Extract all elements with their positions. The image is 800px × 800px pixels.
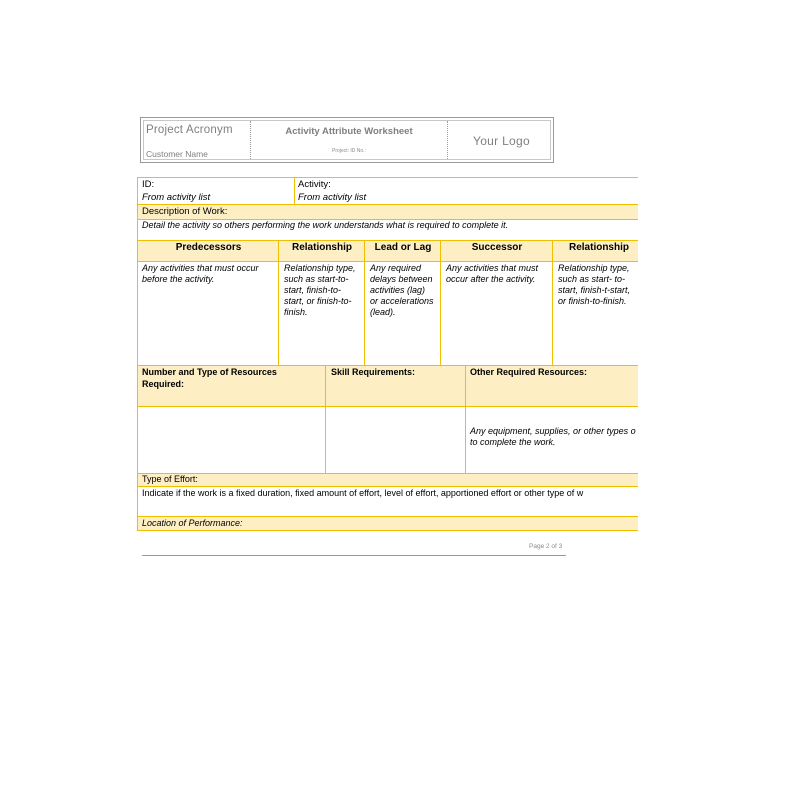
- predecessors-cell: [138, 262, 279, 365]
- description-label: Description of Work:: [142, 206, 228, 217]
- predecessors-header-cell: [138, 241, 279, 261]
- text-line: occur after the activity.: [446, 274, 536, 284]
- text-line: Relationship type,: [558, 263, 630, 273]
- text-line: to complete the work.: [470, 437, 556, 447]
- successor-cell: [441, 262, 553, 365]
- worksheet-table: [137, 177, 638, 533]
- text-line: Any activities that must occur: [142, 263, 259, 273]
- description-label-row: [137, 205, 638, 220]
- lead-lag-text: [370, 263, 434, 318]
- dependency-header-row: [137, 241, 638, 262]
- text-line: Any required: [370, 263, 422, 273]
- document-header: [140, 117, 554, 163]
- predecessors-text: [142, 263, 259, 285]
- text-line: before the activity.: [142, 274, 215, 284]
- number-resources-label-2: Required:: [142, 379, 185, 389]
- text-line: activities (lag): [370, 285, 426, 295]
- id-activity-row: [137, 177, 638, 205]
- document-title: Activity Attribute Worksheet: [285, 126, 413, 137]
- relationship-2-cell: [553, 262, 638, 365]
- id-label: ID:: [142, 179, 155, 190]
- text-line: (lead).: [370, 307, 396, 317]
- other-resources-header-cell: [466, 366, 638, 406]
- effort-label: Type of Effort:: [142, 474, 198, 484]
- text-line: such as start-to-: [284, 274, 349, 284]
- resources-header-row: [137, 366, 638, 407]
- number-resources-header-cell: [138, 366, 326, 406]
- text-line: or accelerations: [370, 296, 434, 306]
- id-cell: [138, 178, 295, 204]
- lead-lag-header: Lead or Lag: [374, 242, 432, 253]
- effort-value: Indicate if the work is a fixed duration, fixed amount of effort, level of effort, apportioned effort or other type of w: [142, 488, 584, 498]
- other-resources-cell: [466, 407, 638, 473]
- lead-lag-cell: [365, 262, 441, 365]
- relationship-2-header-cell: [553, 241, 638, 261]
- predecessors-header: Predecessors: [175, 242, 242, 253]
- activity-cell: [295, 178, 638, 204]
- successor-header: Successor: [471, 242, 523, 253]
- relationship-2-text: [558, 263, 630, 307]
- text-line: such as start- to-: [558, 274, 626, 284]
- text-line: Any activities that must: [446, 263, 539, 273]
- skill-cell: [326, 407, 466, 473]
- number-resources-cell: [138, 407, 326, 473]
- lead-lag-header-cell: [365, 241, 441, 261]
- text-line: start, finish-to-: [284, 285, 342, 295]
- skill-header-cell: [326, 366, 466, 406]
- project-id-label: Project: ID No.:: [332, 148, 366, 154]
- relationship-header: Relationship: [291, 242, 352, 253]
- logo-placeholder: Your Logo: [473, 134, 530, 148]
- activity-value: From activity list: [298, 192, 367, 203]
- page-number: Page 2 of 3: [529, 543, 563, 550]
- id-value: From activity list: [142, 192, 211, 203]
- relationship-text: [284, 263, 356, 318]
- effort-label-row: [137, 474, 638, 487]
- relationship-2-header: Relationship: [568, 242, 629, 253]
- relationship-header-cell: [279, 241, 365, 261]
- description-value: Detail the activity so others performing the work understands what is required to complete it.: [142, 220, 509, 230]
- text-line: delays between: [370, 274, 433, 284]
- footer-divider: [142, 555, 566, 556]
- dependency-content-row: [137, 262, 638, 366]
- customer-name: Customer Name: [146, 149, 208, 159]
- location-row: [137, 517, 638, 531]
- skill-label: Skill Requirements:: [331, 367, 416, 377]
- relationship-cell: [279, 262, 365, 365]
- text-line: Relationship type,: [284, 263, 356, 273]
- text-line: start, or finish-to-: [284, 296, 352, 306]
- text-line: finish.: [284, 307, 308, 317]
- activity-label: Activity:: [298, 179, 331, 190]
- location-label: Location of Performance:: [142, 518, 243, 528]
- description-value-row: [137, 220, 638, 241]
- number-resources-label: Number and Type of Resources: [142, 367, 277, 377]
- successor-header-cell: [441, 241, 553, 261]
- text-line: or finish-to-finish.: [558, 296, 627, 306]
- effort-value-row: [137, 487, 638, 517]
- resources-content-row: [137, 407, 638, 474]
- other-resources-label: Other Required Resources:: [470, 367, 588, 377]
- successor-text: [446, 263, 538, 285]
- project-acronym: Project Acronym: [146, 124, 233, 136]
- text-line: start, finish-t-start,: [558, 285, 631, 295]
- text-line: Any equipment, supplies, or other types o: [470, 426, 636, 436]
- other-resources-text: [470, 426, 636, 448]
